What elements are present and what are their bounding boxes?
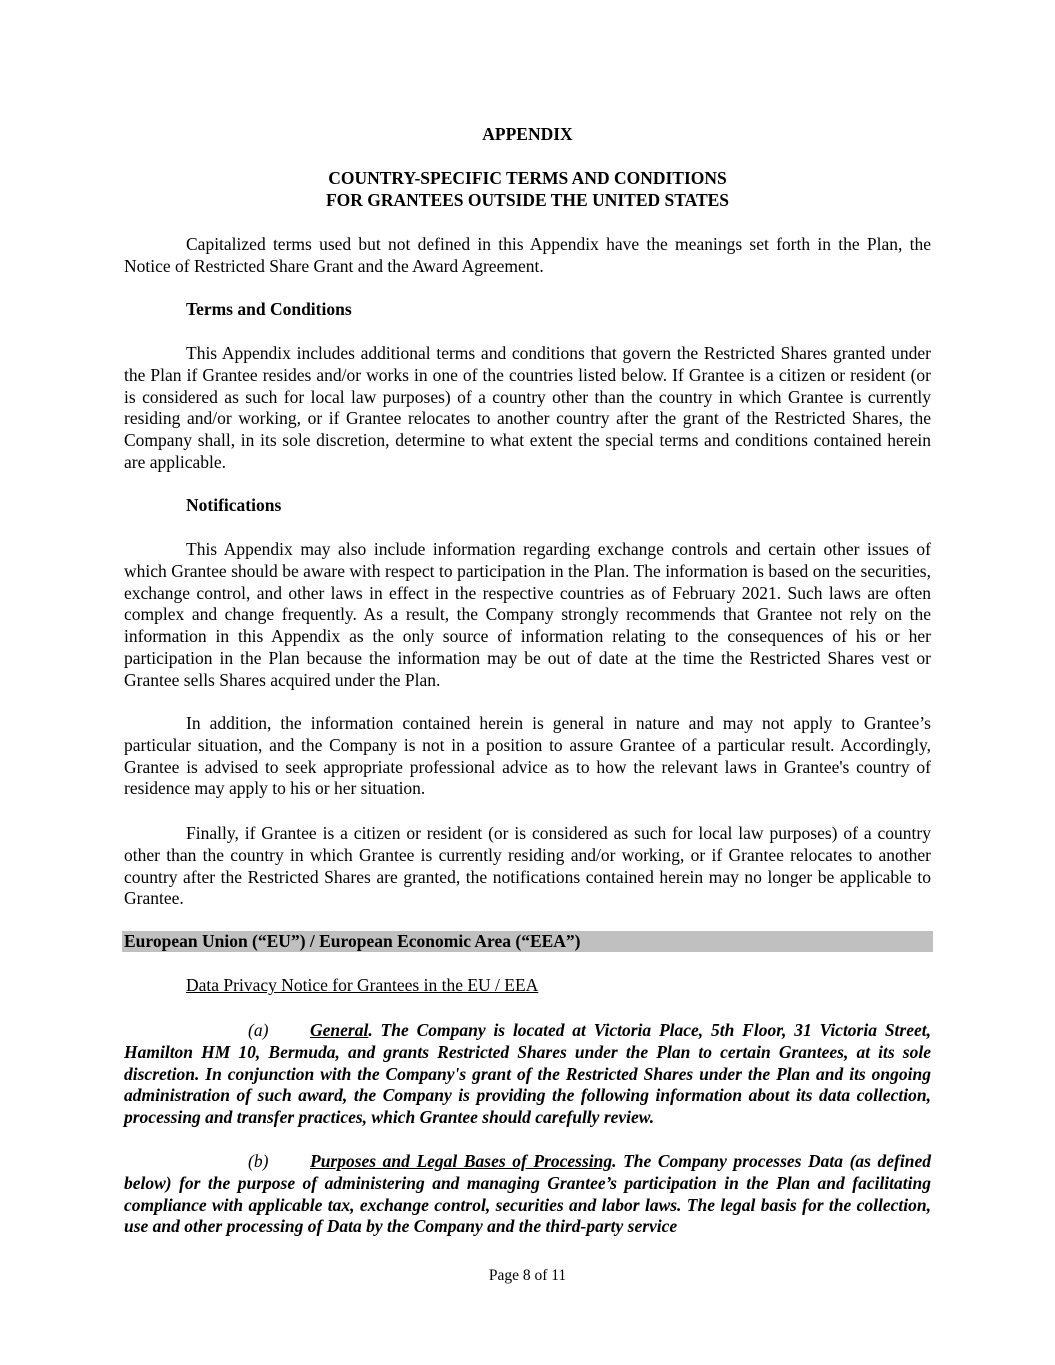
terms-heading: Terms and Conditions [186,299,352,319]
clause-title: General [310,1020,369,1040]
country-terms-title [124,168,931,212]
clause-purposes [124,1151,931,1238]
clause-text: . The Company processes Data (as defined below) for the purpose of administering and managing Grantee’s participation in the Plan and facilitating compliance with applicable tax, exchange control, securities and labor laws. The legal basis for the collection, use and other processing of Data by the Company and the third-party service [124,1151,931,1237]
intro-paragraph: Capitalized terms used but not defined in this Appendix have the meanings set forth in the Plan, the Notice of Restricted Share Grant and the Award Agreement. [124,234,931,276]
appendix-title: APPENDIX [482,124,573,144]
terms-paragraph: This Appendix includes additional terms and conditions that govern the Restricted Shares granted under the Plan if Grantee resides and/or works in one of the countries listed below. If Grantee is a citizen or resident (or is considered as such for local law purposes) of a country other than the country in which Grantee is currently residing and/or working, or if Grantee relocates to another country after the grant of the Restricted Shares, the Company shall, in its sole discretion, determine to what extent the special terms and conditions contained herein are applicable. [124,343,931,472]
clause-general [124,1020,931,1129]
page-number: Page 8 of 11 [488,1267,567,1284]
notifications-paragraph-2: In addition, the information contained herein is general in nature and may not apply to Grantee’s particular situation, and the Company is not in a position to assure Grantee of a particular result. Accordingly, Grantee is advised to seek appropriate professional advice as to how the relevant laws in Grantee's country of residence may apply to his or her situation. [124,713,931,799]
document-page [124,0,931,1365]
title-line-1: COUNTRY-SPECIFIC TERMS AND CONDITIONS [328,168,727,188]
notifications-paragraph-1: This Appendix may also include information regarding exchange controls and certain other issues of which Grantee should be aware with respect to participation in the Plan. The information is based on the securities, exchange control, and other laws in effect in the respective countries as of February 2021. Such laws are often complex and change frequently. As a result, the Company strongly recommends that Grantee not rely on the information in this Appendix as the only source of information relating to the consequences of his or her participation in the Plan because the information may be out of date at the time the Restricted Shares vest or Grantee sells Shares acquired under the Plan. [124,539,931,690]
title-line-2: FOR GRANTEES OUTSIDE THE UNITED STATES [325,189,730,210]
clause-marker: (a) [248,1020,269,1040]
data-privacy-heading: Data Privacy Notice for Grantees in the EU / EEA [186,975,539,995]
eu-section-heading: European Union (“EU”) / European Economic Area (“EEA”) [122,931,933,952]
notifications-paragraph-3: Finally, if Grantee is a citizen or resident (or is considered as such for local law purposes) of a country other than the country in which Grantee is currently residing and/or working, or if Grantee relocates to another country after the Restricted Shares are granted, the notifications contained herein may no longer be applicable to Grantee. [124,823,931,909]
clause-title: Purposes and Legal Bases of Processing [310,1151,613,1171]
notifications-heading: Notifications [186,495,282,515]
clause-marker: (b) [248,1151,269,1171]
clause-text: . The Company is located at Victoria Place, 5th Floor, 31 Victoria Street, Hamilton HM 10, Bermuda, and grants Restricted Shares under the Plan to certain Grantees, at its sole discretion. In conjunction with the Company's grant of the Restricted Shares under the Plan and its ongoing administration of such award, the Company is providing the following information about its data collection, processing and transfer practices, which Grantee should carefully review. [124,1020,931,1128]
